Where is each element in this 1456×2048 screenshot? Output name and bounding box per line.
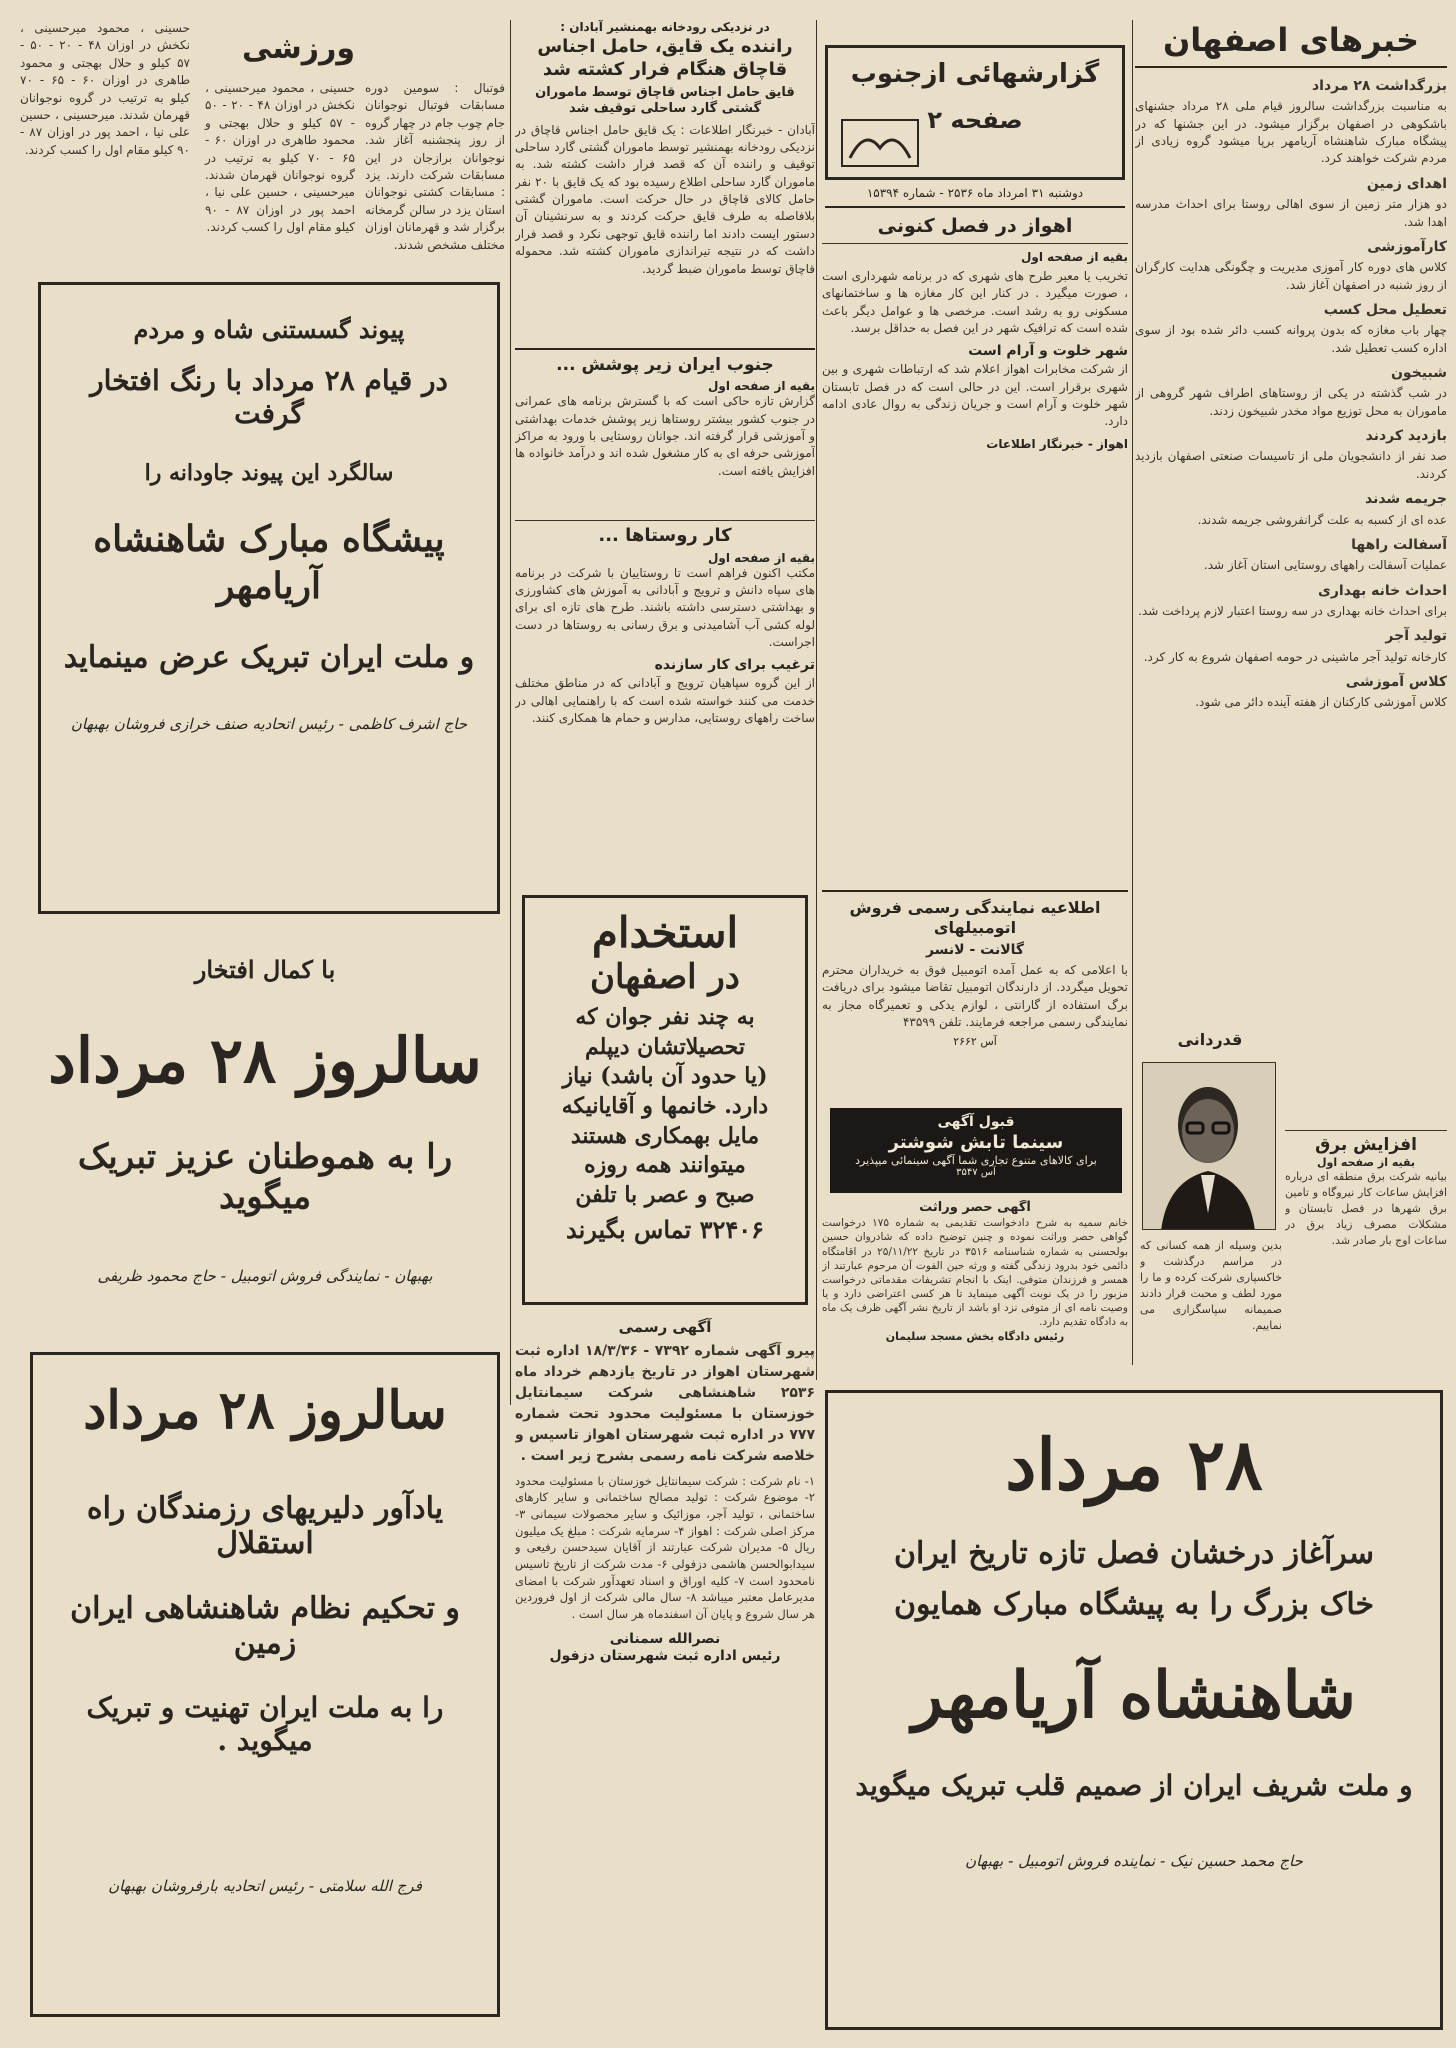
employment-line: صبح و عصر با تلفن [575,1182,755,1209]
employment-title: استخدام [591,908,739,957]
cinema-ad-code: آس ۳۵۴۷ [956,1167,996,1178]
inheritance-text: خانم سمیه به شرح دادخواست تقدیمی به شماره ۱۷۵ درخواست گواهی حصر وراثت نموده و چنین توضیح داده که شادروان حسین بولحسنی به شماره شناسنامه ۳۵۱۶ در تاریخ ۲۵/۱۱/۲۲ در اقامتگاه دائمی خود بدرود زندگی گفته و ورثه حین الفوت آن مرحوم عبارتند از همسر و فرزندان متوفی. اینک با انجام تشریفات مقدماتی درخواست مزبور را در یک نوبت آگهی مینماید تا هر کسی اعتراضی دارد و یا وصیت نامه ای از متوفی نزد او باشد از تاریخ نشر آگهی ظرف یک ماه به دادگاه تقدیم دارد. [822,1217,1128,1329]
village-subhead: ترغیب برای کار سازنده [654,657,815,674]
employment-line: مایل بهمکاری هستند [570,1122,760,1149]
ad-anniversary-3 [825,1390,1443,2030]
isfahan-item-head: تولید آجر [1385,628,1447,645]
ahvaz-cont: بقیه از صفحه اول [1020,249,1128,264]
ad4-line: خاک بزرگ را به پیشگاه مبارک همایون [893,1587,1375,1622]
isfahan-item-head: بزرگداشت ۲۸ مرداد [1311,78,1447,94]
sports-col1: فوتبال : سومین دوره مسابقات فوتبال نوجوانان جام چوب جام در چهار گروه از روز پنجشنبه آغاز شد. نوجوانان برازجان در این مسابقات شرکت دارند. یزد : مسابقات کشتی نوجوانان استان یزد در سالن گرمخانه برگزار شد و قهرمانان اوزان مختلف مشخص شدند. [365,81,505,252]
isfahan-item-text: دو هزار متر زمین از سوی اهالی روستا برای احداث مدرسه اهدا شد. [1135,197,1447,229]
isfahan-item-text: برای احداث خانه بهداری در سه روستا اعتبار لازم پرداخت شد. [1138,603,1447,618]
dateline: دوشنبه ۳۱ امرداد ماه ۲۵۳۶ - شماره ۱۵۳۹۴ [825,186,1125,208]
car-dealer-notice [822,890,1128,1090]
ad3-line: یادآور دلیریهای رزمندگان راه استقلال [86,1491,444,1561]
ad2-signature: بهبهان - نمایندگی فروش اتومبیل - حاج محمود ظریفی [97,1267,433,1285]
official-sign: نصرالله سمنانی [609,1630,721,1647]
employment-line: دارد. خانمها و آقایانیکه [561,1093,769,1120]
cinema-ad-text: برای کالاهای متنوع تجاری شما آگهی سینمائی میپذیرد [855,1154,1097,1167]
section-masthead [825,45,1125,180]
ad4-line: شاهنشاه آریامهر [912,1658,1356,1733]
isfahan-item-text: عملیات آسفالت راههای روستایی استان آغاز شد. [1203,558,1447,573]
portrait-caption: قدردانی [1177,1030,1243,1049]
employment-line: (یا حدود آن باشد) نیاز [562,1063,768,1090]
isfahan-items [1135,76,1447,712]
section-title: گزارشهائی ازجنوب [850,59,1100,89]
ad3-line: را به ملت ایران تهنیت و تبریک میگوید . [86,1691,444,1757]
ad2-line: سالروز ۲۸ مرداد [48,1024,482,1097]
employment-line: میتوانند همه روزه [584,1152,746,1179]
ad3-line: سالروز ۲۸ مرداد [83,1380,447,1441]
village-text: مکتب اکنون فراهم است تا روستاییان با شرکت در برنامه های سپاه دانش و ترویج و آبادانی به آموزش های کشاورزی و بهداشتی دسترسی داشته باشند. طرح های تازه ای برای لوله کشی آب آشامیدنی و برق رسانی به روستاها در دست اجراست. [515,565,815,650]
car-notice-title: اطلاعیه نمایندگی رسمی فروش اتومبیلهای [849,898,1101,937]
ad1-line: و ملت ایران تبریک عرض مینماید [63,639,475,675]
official-sign-title: رئیس اداره ثبت شهرستان دزفول [549,1648,781,1665]
isfahan-item-text: عده ای از کسبه به علت گرانفروشی جریمه شدند. [1197,512,1447,527]
village-work [515,520,815,875]
ad4-line: و ملت شریف ایران از صمیم قلب تبریک میگوید [855,1769,1413,1802]
south-coverage [515,355,815,515]
isfahan-item-text: صد نفر از دانشجویان ملی از تاسیسات صنعتی اصفهان بازدید کردند. [1135,449,1447,481]
sports-col2: حسینی ، محمود میرحسینی ، نکخش در اوزان ۴۸ - ۲۰ - ۵۰ - ۵۷ کیلو و حلال بهجتی و محمود طاهری در اوزان ۶۰ - ۶۵ - ۷۰ کیلو به ترتیب در گروه نوجوانان قهرمان شدند. میرحسینی ، حسین علی نیا ، احمد پور در اوزان ۸۷ - ۹۰ کیلو مقام اول را کسب کردند. [205,81,355,235]
smuggling-title: راننده یک قایق، حامل اجناس قاچاق هنگام فرار کشته شد [537,36,793,80]
car-notice-models: گالانت - لانسر [925,942,1025,958]
isfahan-item-head: کلاس آموزشی [1345,674,1447,690]
ad4-line: ۲۸ مرداد [1005,1423,1263,1506]
isfahan-item-text: به مناسبت بزرگداشت سالروز قیام ملی ۲۸ مرداد جشنهای باشکوهی در اصفهان برگزار میشود. در این جشنها که در پیشگاه مبارک شاهنشاه آریامهر برپا میشود گروه زیادی از مردم شرکت خواهند کرد. [1135,99,1447,166]
employment-phone: ۳۲۴۰۶ تماس بگیرند [565,1214,765,1244]
isfahan-item-text: کلاس های دوره کار آموزی مدیریت و چگونگی هدایت کارگران از روز شنبه در اصفهان آغاز شد. [1135,260,1447,292]
sports-col3: حسینی ، محمود میرحسینی ، نکخش در اوزان ۴۸ - ۲۰ - ۵۰ - ۵۷ کیلو و حلال بهجتی و محمود طاهری در اوزان ۶۰ - ۶۵ - ۷۰ کیلو به ترتیب در گروه نوجوانان قهرمان شدند. میرحسینی ، حسین علی نیا ، احمد پور در اوزان ۸۷ - ۹۰ کیلو مقام اول را کسب کردند. [20,21,191,157]
ad1-line: پیوند گسستنی شاه و مردم [133,315,405,344]
ahvaz-subhead: شهر خلوت و آرام است [968,343,1128,360]
ad1-line: سالگرد این پیوند جاودانه را [144,460,394,486]
ahvaz-report [822,215,1128,875]
employment-ad [522,895,808,1305]
ad-shah-people [38,282,500,914]
ahvaz-text: تخریب یا معبر طرح های شهری که در برنامه شهرداری است ، صورت میگیرد . در کنار این کار مغازه ها و ساختمانهای مسکونی رو به رشد است. مرخصی ها و عوامل دیگر باعث شده است که ترافیک شهر در این فصل به حداقل برسد. [822,268,1128,335]
village-text2: از این گروه سپاهیان ترویج و آبادانی که در مناطق مختلف خدمت می کنند خواسته شده است که با راهنمایی اهالی در ساخت راههای روستایی، مدارس و حمام ها همکاری کنند. [515,676,815,726]
isfahan-item-head: احداث خانه بهداری [1318,582,1447,599]
smuggling-story [515,20,815,350]
official-head: پیرو آگهی شماره ۷۳۹۲ - ۱۸/۳/۳۶ اداره ثبت شهرستان اهواز در تاریخ یازدهم خرداد ماه ۲۵۳۶ شاهنشاهی شرکت سیمانتایل خوزستان با مسئولیت محدود تحت شماره ۷۷۷ در اداره ثبت شهرستان اهواز تاسیس و خلاصه شرکت نامه رسمی بشرح زیر است . [515,1342,815,1464]
isfahan-item-head: آسفالت راهها [1351,536,1447,553]
isfahan-item-head: اهدای زمین [1366,175,1447,192]
south-text: گزارش تازه حاکی است که با گسترش برنامه های عمرانی در جنوب کشور بیشتر روستاها زیر پوشش خدمات بهداشتی و آموزشی قرار گرفته اند. جوانان روستایی با ورود به مراکز آموزشی حرفه ای به کار مشغول شده اند و درآمد خانواده ها افزایش یافته است. [515,394,815,478]
ad2-line: با کمال افتخار [194,955,336,984]
isfahan-item-text: کارخانه تولید آجر ماشینی در حومه اصفهان شروع به کار کرد. [1143,649,1447,664]
south-cont: بقیه از صفحه اول [707,379,815,394]
employment-line: به چند نفر جوان که [575,1004,755,1030]
portrait-figure-icon [1142,1063,1275,1230]
isfahan-item-text: کلاس آموزشی کارکنان از هفته آینده دائر می شود. [1195,695,1447,710]
official-title: آگهی رسمی [618,1318,712,1336]
village-cont: بقیه از صفحه اول [707,550,815,565]
official-text: ۱- نام شرکت : شرکت سیمانتایل خوزستان با مسئولیت محدود ۲- موضوع شرکت : تولید مصالح ساختمانی و سایر کارهای ساختمانی ، تولید آجر، موزائیک و سایر محصولات سیمانی ۳- مرکز اصلی شرکت : اهواز ۴- سرمایه شرکت : مبلغ یک میلیون ریال ۵- مدیران شرکت عبارتند از آقایان سیدحسن رفیعی و سیدابوالحسن هاشمی دزفولی ۶- مدت شرکت از تاریخ تاسیس نامحدود است ۷- کلیه اوراق و اسناد تعهدآور شرکت با امضای مدیرعامل معتبر میباشد ۸- سال مالی شرکت از اول فروردین هر سال شروع و پایان آن اسفندماه هر سال است . [515,1473,815,1622]
electricity-title: افزایش برق [1315,1135,1417,1155]
isfahan-item-head: شبیخون [1390,365,1447,382]
smuggling-sub: قایق حامل اجناس قاچاق توسط ماموران گشتی گارد ساحلی توقیف شد [535,85,795,117]
ad-anniversary-2 [30,1352,500,2017]
ad1-line: پیشگاه مبارک شاهنشاه آریامهر [93,518,445,607]
isfahan-item-text: در شب گذشته در یکی از روستاهای اطراف شهر گروهی از ماموران به محل توزیع مواد مخدر شبیخون زدند. [1135,386,1447,418]
smuggling-text: آبادان - خبرنگار اطلاعات : یک قایق حامل اجناس قاچاق در نزدیکی رودخانه بهمنشیر توسط ماموران گشتی گارد ساحلی توقیف و راننده آن که قصد فرار داشت کشته شد. به ماموران گارد ساحلی اطلاع رسیده بود که یک قایق با ۲۰ نفر حامل کالای قاچاق در حال حرکت است. ماموران گشتی بلافاصله به طرف قایق حرکت کردند و به سرنشینان آن دستور ایست دادند اما راننده قایق توجهی نکرد و قصد فرار داشت که در نتیجه تیراندازی ماموران کشته شد. محموله قاچاق توسط ماموران ضبط گردید. [515,122,815,276]
electricity-article [1285,1130,1447,1365]
inheritance-sign: رئیس دادگاه بخش مسجد سلیمان [885,1329,1065,1343]
village-title: کار روستاها ... [598,525,732,546]
ad4-line: سرآغاز درخشان فصل تازه تاریخ ایران [894,1536,1374,1571]
employment-city: در اصفهان [590,957,740,997]
electricity-text: بیانیه شرکت برق منطقه ای درباره افزایش ساعات کار نیروگاه و تامین برق شهرها در فصل تابستان و مشکلات مصرف زیاد برق در ساعات اوج بار صادر شد. [1285,1170,1447,1247]
inheritance-notice [822,1200,1128,1380]
ettelaat-logo-icon [840,118,920,168]
cinema-ad-name: سینما تابش شوشتر [888,1131,1064,1153]
inheritance-title: آگهی حصر وراثت [919,1200,1031,1215]
official-notice [515,1318,815,2038]
isfahan-item-head: تعطیل محل کسب [1323,302,1447,319]
cinema-ad-title: قبول آگهی [937,1114,1015,1130]
car-notice-code: آس ۲۶۶۲ [953,1034,997,1048]
isfahan-title: خبرهای اصفهان [1135,20,1447,68]
smuggling-kicker: در نزدیکی رودخانه بهمنشیر آبادان : [560,20,770,34]
ad2-line: را به هموطنان عزیز تبریک میگوید [77,1137,453,1217]
cinema-ad [830,1108,1122,1193]
ahvaz-text2: از شرکت مخابرات اهواز اعلام شد که ارتباطات شهری و بین شهری برقرار است. این در حالی است که در فصل تابستان شهر خلوت و آرام است و جریان زندگی به روال عادی ادامه دارد. [822,362,1128,429]
ad3-signature: فرج الله سلامتی - رئیس اتحادیه بارفروشان بهبهان [108,1877,422,1895]
ahvaz-reporter: اهواز - خبرنگار اطلاعات [986,436,1128,451]
employment-line: تحصیلاتشان دیپلم [585,1033,745,1060]
ad1-signature: حاج اشرف کاظمی - رئیس اتحادیه صنف خرازی فروشان بهبهان [70,714,468,733]
thanks-text: بدین وسیله از همه کسانی که در مراسم درگذشت و خاکسپاری شرکت کرده و ما را مورد لطف و محبت قرار دادند صمیمانه سپاسگزاری می نماییم. [1140,1239,1282,1332]
ad3-line: و تحکیم نظام شاهنشاهی ایران زمین [70,1591,460,1661]
ad4-signature: حاج محمد حسین نیک - نماینده فروش اتومبیل - بهبهان [965,1852,1303,1870]
page-label: صفحه ۲ [927,105,1023,134]
isfahan-item-head: بازدید کردند [1365,428,1447,445]
isfahan-item-text: چهار باب مغازه که بدون پروانه کسب دائر شده بود از سوی اداره کسب تعطیل شد. [1135,323,1447,355]
south-title: جنوب ایران زیر پوشش ... [556,355,774,375]
isfahan-item-head: جریمه شدند [1364,491,1447,508]
sports-section [20,20,505,270]
ad-anniversary-1 [30,935,500,1335]
portrait-photo [1142,1062,1276,1230]
ad1-line: در قیام ۲۸ مرداد با رنگ افتخار گرفت [90,364,448,430]
electricity-cont: بقیه از صفحه اول [1316,1156,1416,1170]
car-notice-text: با اعلامی که به عمل آمده اتومبیل فوق به خریداران محترم تحویل میگردد. از دارندگان اتومبیل تقاضا میشود برای دریافت برگ استفاده از گارانتی ، لوازم یدکی و تعمیرگاه مجاز به نمایندگی رسمی مراجعه فرمایند. تلفن ۴۳۵۹۹ [822,963,1128,1030]
isfahan-item-head: کارآموزشی [1367,238,1447,255]
ahvaz-title: اهواز در فصل کنونی [822,215,1128,244]
sports-title: ورزشی [241,31,355,66]
